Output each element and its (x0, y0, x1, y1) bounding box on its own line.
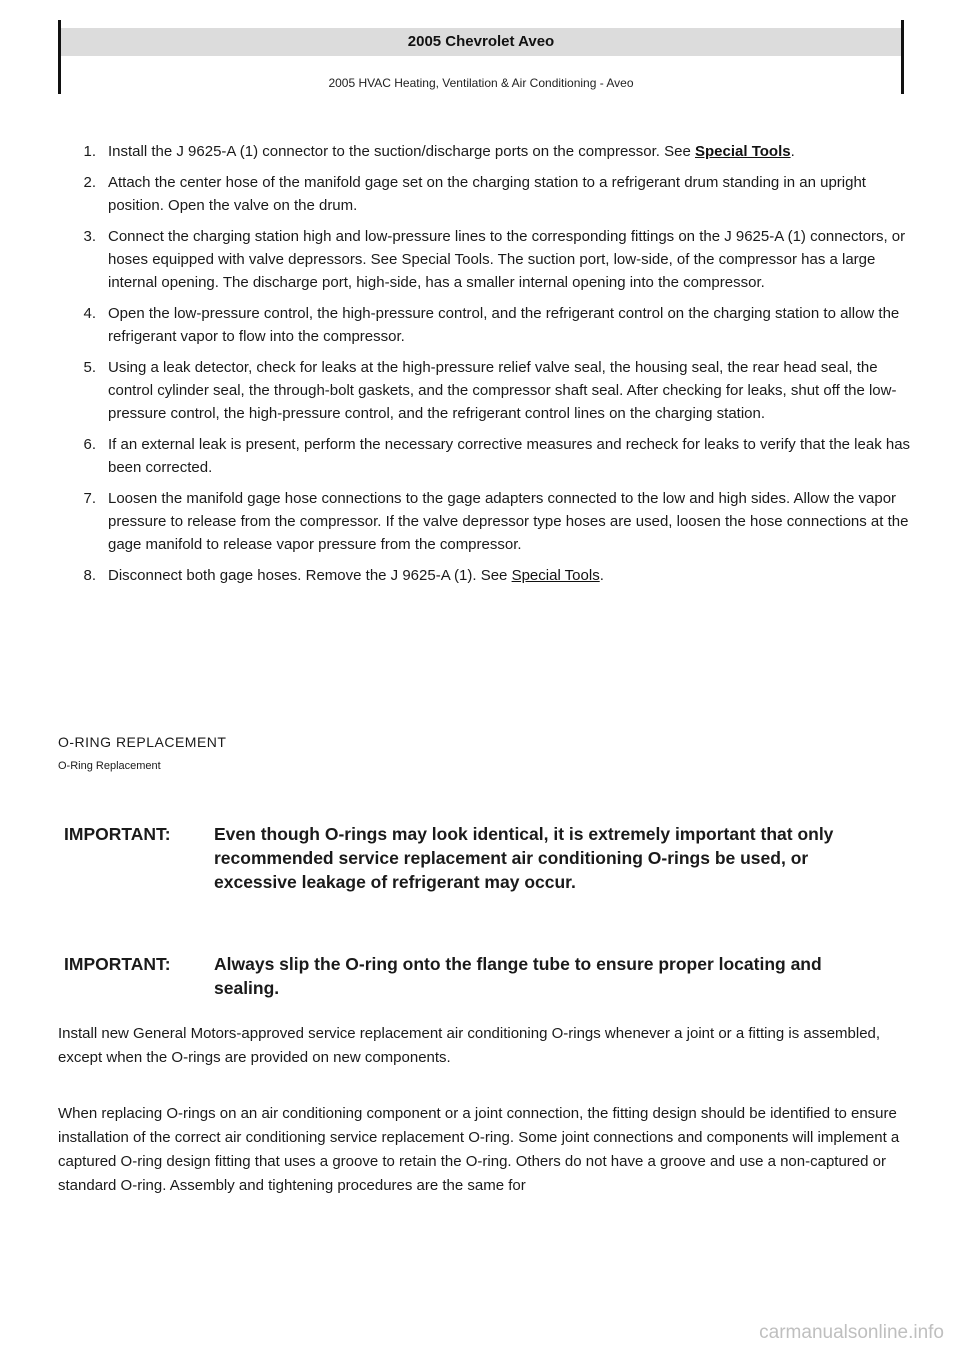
special-tools-link[interactable]: Special Tools (511, 567, 600, 584)
body-paragraph: When replacing O-rings on an air conditioning component or a joint connection, the fitting design should be identified to ensure installation of the correct air conditioning service replacement O-ring. Some joint connections and components will implement a captured O-ring design fitting that uses a groove to retain the O-ring. Others do not have a groove and use a non-captured or standard O-ring. Assembly and tightening procedures are the same for (58, 1105, 900, 1194)
document-subtitle: 2005 HVAC Heating, Ventilation & Air Conditioning - Aveo (328, 76, 634, 90)
step-text: Attach the center hose of the manifold gage set on the charging station to a refrigerant drum standing in an upright position. Open the valve on the drum. (108, 174, 866, 214)
step-text: Loosen the manifold gage hose connections to the gage adapters connected to the low and high sides. Allow the vapor pressure to release from the compressor. If the valve depressor type hoses are used, loosen the hose connections at the gage manifold to release vapor pressure from the compressor. (108, 490, 909, 553)
step-number: 6. (83, 436, 96, 453)
document-title: 2005 Chevrolet Aveo (61, 28, 901, 56)
step-number: 7. (83, 490, 96, 507)
step-text: Open the low-pressure control, the high-pressure control, and the refrigerant control on the charging station to allow the refrigerant vapor to flow into the compressor. (108, 305, 900, 345)
step-item (72, 140, 912, 163)
step-item (72, 564, 912, 587)
step-item (72, 356, 912, 425)
step-number: 1. (83, 143, 96, 160)
important-note (64, 822, 884, 894)
special-tools-link[interactable]: Special Tools (695, 143, 791, 160)
step-item (72, 487, 912, 556)
important-note (64, 952, 884, 1000)
step-text: Disconnect both gage hoses. Remove the J 9625-A (1). See (108, 567, 508, 584)
step-number: 8. (83, 567, 96, 584)
step-item (72, 225, 912, 294)
step-item (72, 433, 912, 479)
step-punct: . (599, 567, 604, 584)
step-text: If an external leak is present, perform the necessary corrective measures and recheck for leaks to verify that the leak has been corrected. (108, 436, 911, 476)
step-punct: . (790, 143, 795, 160)
step-item (72, 302, 912, 348)
step-number: 2. (83, 174, 96, 191)
important-label: IMPORTANT: (64, 954, 171, 974)
step-number: 5. (83, 359, 96, 376)
important-text: Even though O-rings may look identical, it is extremely important that only recommended service replacement air conditioning O-rings be used, or excessive leakage of refrigerant may occur. (214, 824, 834, 892)
step-text: Install the J 9625-A (1) connector to the suction/discharge ports on the compressor. See (108, 143, 691, 160)
section-subheading: O-Ring Replacement (58, 760, 161, 772)
document-header (58, 20, 904, 94)
step-text: Using a leak detector, check for leaks at the high-pressure relief valve seal, the housing seal, the rear head seal, the control cylinder seal, the through-bolt gaskets, and the compressor shaft seal. After checking for leaks, shut off the low-pressure control, the high-pressure control, and the refrigerant control lines on the charging station. (108, 359, 897, 422)
step-number: 4. (83, 305, 96, 322)
body-paragraph: Install new General Motors-approved service replacement air conditioning O-rings whenever a joint or a fitting is assembled, except when the O-rings are provided on new components. (58, 1025, 881, 1066)
important-label: IMPORTANT: (64, 824, 171, 844)
step-number: 3. (83, 228, 96, 245)
procedure-steps (72, 140, 912, 595)
important-text: Always slip the O-ring onto the flange tube to ensure proper locating and sealing. (214, 954, 822, 998)
section-heading: O-RING REPLACEMENT (58, 734, 227, 750)
watermark: carmanualsonline.info (759, 1322, 944, 1343)
step-text: Connect the charging station high and low-pressure lines to the corresponding fittings on the J 9625-A (1) connectors, or hoses equipped with valve depressors. See Special Tools. The suction port, low-side, of the compressor has a large internal opening. The discharge port, high-side, has a smaller internal opening into the compressor. (108, 228, 906, 291)
step-item (72, 171, 912, 217)
